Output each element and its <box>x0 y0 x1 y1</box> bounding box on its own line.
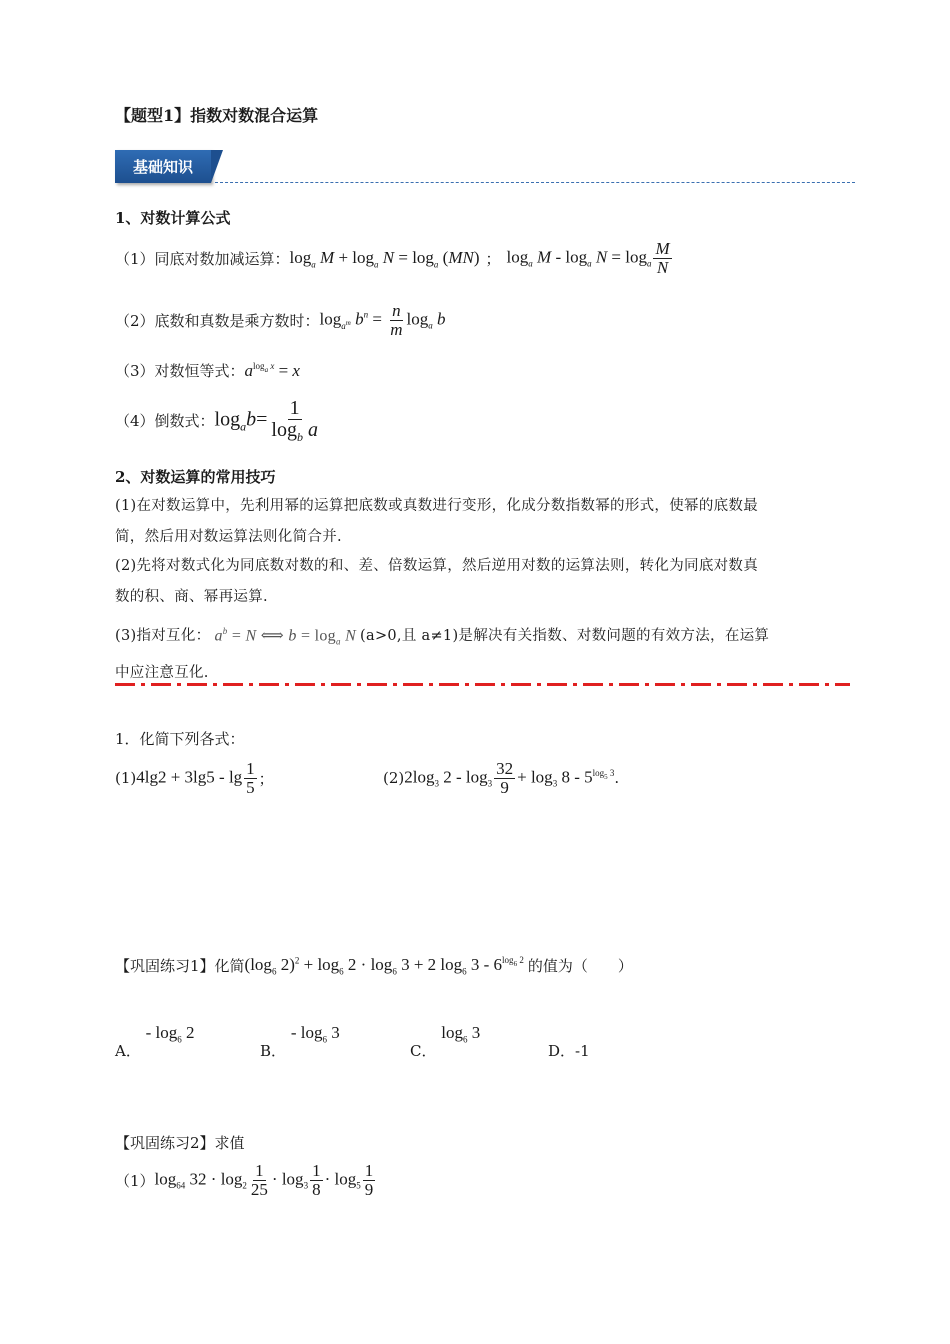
practice-1-label: 【巩固练习1】化简 <box>115 957 245 976</box>
q1-part2-expression: $2\log_3$ $2 - \log_3$ $\frac{32}{9}$ + $\log_3 8 - 5^{log_5 3}$ <box>404 759 615 797</box>
tip-2-line-2: 数的积、商、幂再运算. <box>115 589 268 605</box>
log-reciprocal-formula: $\log_ab=$ $\frac{1}{\log_b a}$ <box>214 397 318 444</box>
option-a <box>115 1022 195 1060</box>
practice-1-suffix: 的值为（ ） <box>527 957 633 976</box>
question-1-part-2 <box>383 760 619 797</box>
section-banner <box>115 150 855 190</box>
option-b-expression: - $\log_6 3$ <box>290 1023 340 1045</box>
formula-item-1-label: （1）同底对数加减运算： <box>115 249 290 268</box>
practice-2-label: 【巩固练习2】求值 <box>115 1134 245 1152</box>
option-b-label: B． <box>260 1042 287 1060</box>
tip-3 <box>115 616 855 689</box>
formula-item-1: （1）同底对数加减运算： $\log_a M + \log_a N = \log_a (MN)$ ； $\log_a M - \log_a N = \log_a$ $\frac{M}{N}$ <box>115 240 674 277</box>
tip-1-line-2: 简，然后用对数运算法则化简合并. <box>115 529 342 545</box>
option-a-label: A． <box>115 1042 141 1060</box>
formula-item-3 <box>115 360 300 381</box>
formula-item-4-label: （4）倒数式： <box>115 412 215 431</box>
question-1-stem: 1．化简下列各式： <box>115 730 245 748</box>
tip-1 <box>115 491 855 553</box>
tip-3-suffix: (a>0,且 a≠1)是解决有关指数、对数问题的有效方法，在运算 <box>360 628 770 645</box>
q1-part1-label: (1) <box>115 769 137 788</box>
option-c <box>410 1022 481 1060</box>
formula-item-3-label: （3）对数恒等式： <box>115 362 245 380</box>
section1-heading: 1、对数计算公式 <box>115 209 231 227</box>
tip-2 <box>115 551 855 613</box>
section2-heading: 2、对数运算的常用技巧 <box>115 468 276 486</box>
option-c-expression: $\log_6 3$ <box>441 1023 481 1045</box>
page-title: 【题型1】指数对数混合运算 <box>115 106 319 125</box>
practice-2-expression: $\log_{64} 32 \cdot \log_2$ $\frac{1}{25}$ · $\log_3$ $\frac{1}{8}$ · $\log_5$ $\frac{1}{9}$ <box>154 1161 374 1199</box>
basic-knowledge-badge: 基础知识 <box>115 150 211 183</box>
tip-3-line-2: 中应注意互化. <box>115 664 209 681</box>
formula-item-2-label: （2）底数和真数是乘方数时： <box>115 311 320 330</box>
tip-1-line-1: (1)在对数运算中，先利用幂的运算把底数或真数进行变形，化成分数指数幂的形式，使幂的底数最 <box>115 498 759 514</box>
practice-1-expression: ($\log_6$ $2)^2 + \log_6 2 \cdot \log_6 3 + 2$ $\log_6 3 - 6^{log_6 2}$ <box>244 955 524 977</box>
option-a-expression: - $\log_6 2$ <box>145 1023 195 1045</box>
log-sum-formula: $\log_a M + \log_a N = \log_a (MN)$ <box>289 247 480 270</box>
exp-log-conversion: $a^b = N$ ⟺ $b = \log_a N$ <box>214 626 357 647</box>
formula-item-2 <box>115 302 445 339</box>
log-diff-formula: $\log_a M - \log_a N = \log_a$ $\frac{M}{N}$ <box>506 239 670 277</box>
dashed-divider <box>215 182 855 183</box>
question-1-part-1 <box>115 760 274 797</box>
section-separator <box>115 683 850 686</box>
q1-part2-label: (2) <box>383 769 405 788</box>
option-b <box>260 1022 340 1060</box>
option-d: D．-1 <box>548 1042 590 1060</box>
option-c-label: C． <box>410 1042 437 1060</box>
tip-2-line-1: (2)先将对数式化为同底数对数的和、差、倍数运算，然后逆用对数的运算法则，转化为同底对数真 <box>115 558 759 574</box>
tip-3-prefix: (3)指对互化： <box>115 628 211 645</box>
q1-part1-end: ； <box>258 769 274 788</box>
badge-tail <box>211 150 223 183</box>
practice-2-part-1 <box>115 1162 377 1199</box>
formula-item-4 <box>115 398 322 444</box>
log-power-formula: $\log_{a^m} b^n$ = $\frac{n}{m}$ $\log_a b$ <box>319 301 446 339</box>
practice-2-part1-label: （1） <box>115 1171 155 1190</box>
log-identity-formula: $a^{log_a x} = x$ <box>244 360 300 380</box>
q1-part2-end: . <box>614 769 620 788</box>
q1-part1-expression: 4lg2 + 3lg5 - lg $\frac{1}{5}$ <box>136 759 255 797</box>
practice-1 <box>115 955 633 976</box>
